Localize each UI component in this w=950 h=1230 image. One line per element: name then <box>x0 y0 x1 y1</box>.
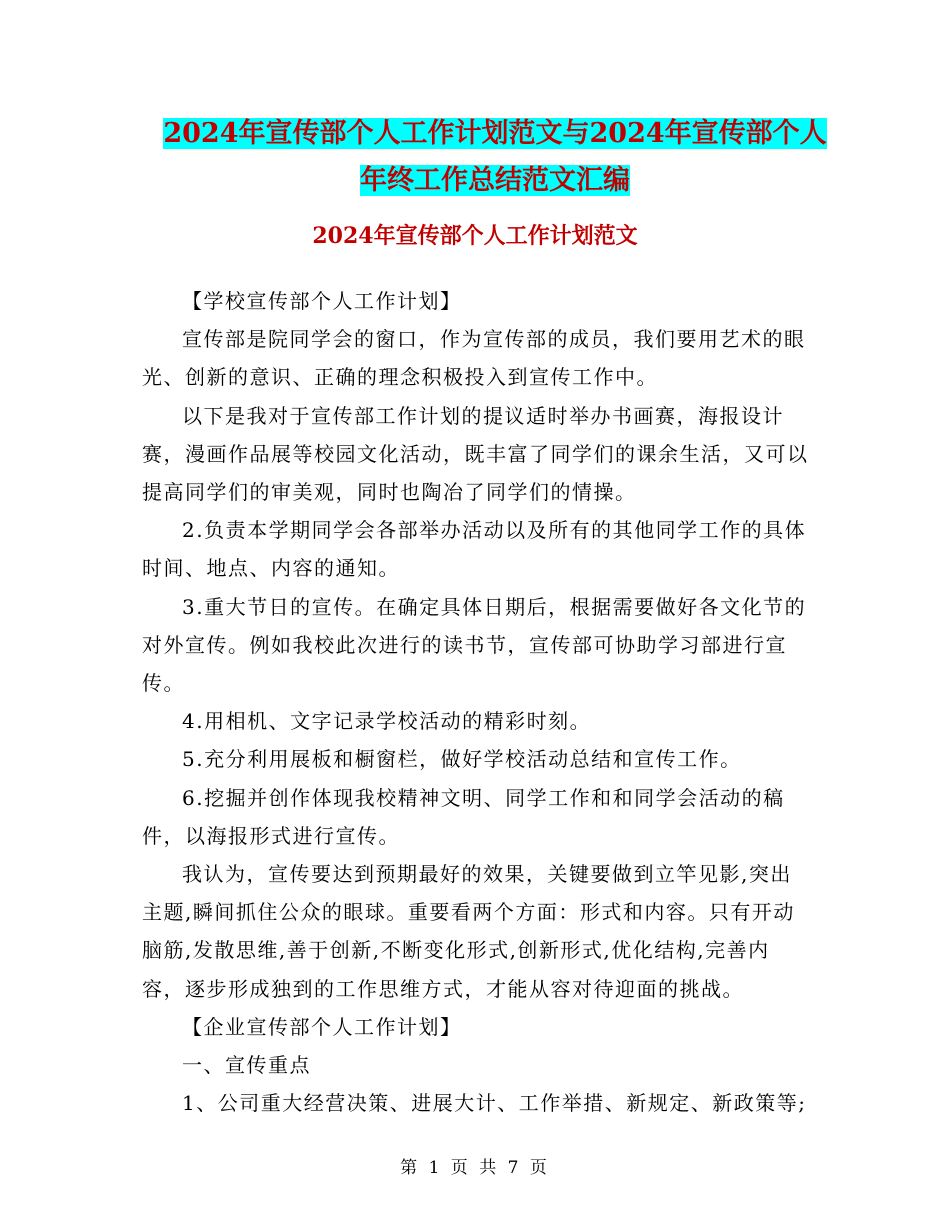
title-line-2: 年终工作总结范文汇编 <box>360 165 630 196</box>
paragraph: 6.挖掘并创作体现我校精神文明、同学工作和和同学会活动的稿件，以海报形式进行宣传。 <box>142 785 785 848</box>
paragraph: 3.重大节日的宣传。在确定具体日期后，根据需要做好各文化节的对外宣传。例如我校此次进行的读书节，宣传部可协助学习部进行宣传。 <box>142 594 807 696</box>
section-title: 2024年宣传部个人工作计划范文 <box>312 223 638 249</box>
paragraph: 1、公司重大经营决策、进展大计、工作举措、新规定、新政策等; <box>182 1091 807 1116</box>
paragraph-heading: 【学校宣传部个人工作计划】 <box>182 289 462 313</box>
document-body <box>142 282 812 1122</box>
paragraph: 4.用相机、文字记录学校活动的精彩时刻。 <box>182 709 592 734</box>
page-number-footer: 第 1 页 共 7 页 <box>400 1158 550 1178</box>
paragraph: 5.充分利用展板和橱窗栏，做好学校活动总结和宣传工作。 <box>182 747 742 772</box>
paragraph: 一、宣传重点 <box>182 1053 311 1078</box>
document-title <box>140 110 850 204</box>
paragraph-heading: 【企业宣传部个人工作计划】 <box>182 1014 462 1039</box>
title-line-1: 2024年宣传部个人工作计划范文与2024年宣传部个人 <box>163 118 827 149</box>
paragraph: 宣传部是院同学会的窗口，作为宣传部的成员，我们要用艺术的眼光、创新的意识、正确的理念积极投入到宣传工作中。 <box>142 327 806 390</box>
paragraph: 我认为，宣传要达到预期最好的效果，关键要做到立竿见影,突出主题,瞬间抓住公众的眼球。重要看两个方面：形式和内容。只有开动脑筋,发散思维,善于创新,不断变化形式,创新形式,优化结构,完善内容，逐步形成独到的工作思维方式，才能从容对待迎面的挑战。 <box>142 862 795 1001</box>
paragraph: 2.负责本学期同学会各部举办活动以及所有的其他同学工作的具体时间、地点、内容的通知。 <box>142 518 807 581</box>
paragraph: 以下是我对于宣传部工作计划的提议适时举办书画赛，海报设计赛，漫画作品展等校园文化活动，既丰富了同学们的课余生活，又可以提高同学们的审美观，同时也陶冶了同学们的情操。 <box>142 403 809 505</box>
